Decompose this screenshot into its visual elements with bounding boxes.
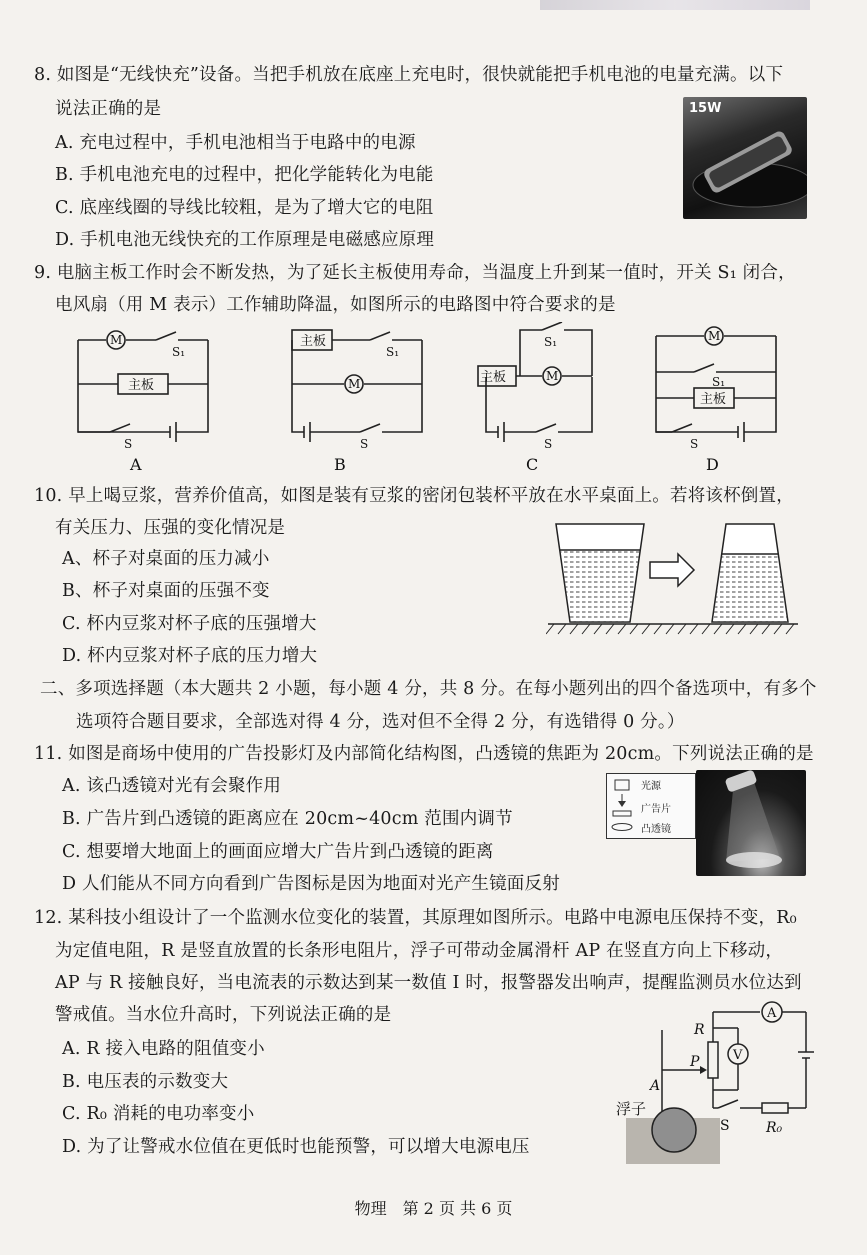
q11-option-a: A. 该凸透镜对光有会聚作用 <box>62 776 282 796</box>
c-s-label: S <box>544 437 553 451</box>
d-motor-label: M <box>708 329 721 343</box>
q12-stem-line4: 警戒值。当水位升高时，下列说法正确的是 <box>55 1005 392 1025</box>
voltmeter-symbol: V <box>733 1048 743 1063</box>
q12-stem-line2: 为定值电阻，R 是竖直放置的长条形电阻片，浮子可带动金属滑杆 AP 在竖直方向上下移动， <box>55 941 784 961</box>
projector-structure-diagram <box>606 773 696 839</box>
fig-r-label: R <box>694 1022 705 1038</box>
q11-option-c: C. 想要增大地面上的画面应增大广告片到凸透镜的距离 <box>62 842 494 862</box>
a-motor-label: M <box>110 333 123 347</box>
b-motor-label: M <box>348 377 361 391</box>
d-s1-label: S₁ <box>712 375 726 389</box>
section2-heading-line2: 选项符合题目要求，全部选对得 4 分，选对但不全得 2 分，有选错得 0 分。） <box>76 712 685 732</box>
b-board-label: 主板 <box>300 334 327 349</box>
circuit-label-d: D <box>706 455 719 474</box>
b-s1-label: S₁ <box>386 345 400 359</box>
projector-beam <box>696 770 806 876</box>
q9-stem-line1: 9. 电脑主板工作时会不断发热，为了延长主板使用寿命，当温度上升到某一值时，开关 S₁ 闭合， <box>34 263 796 283</box>
a-board-label: 主板 <box>128 378 155 393</box>
q10-stem-line2: 有关压力、压强的变化情况是 <box>55 518 286 538</box>
projector-lamp-photo <box>696 770 806 876</box>
a-s1-label: S₁ <box>172 345 186 359</box>
d-board-label: 主板 <box>700 392 727 407</box>
c-board-label: 主板 <box>480 370 507 385</box>
circuit-label-b: B <box>334 455 346 474</box>
q10-option-a: A、杯子对桌面的压力减小 <box>62 549 270 569</box>
charger-power-label: 15W <box>689 101 722 116</box>
circuit-label-a: A <box>130 455 142 474</box>
page-footer: 物理 第 2 页 共 6 页 <box>354 1199 513 1218</box>
fig-s-label: S <box>720 1118 730 1134</box>
legend-ad-film: 广告片 <box>641 804 671 815</box>
q12-stem-line3: AP 与 R 接触良好，当电流表的示数达到某一数值 I 时，报警器发出响声，提醒监测员水位达到 <box>55 973 802 993</box>
q9-circuits <box>60 322 790 482</box>
q8-stem-line1: 8. 如图是“无线快充”设备。当把手机放在底座上充电时，很快就能把手机电池的电量充满。以下 <box>34 65 784 85</box>
fig-p-label: P <box>690 1054 700 1070</box>
a-s-label: S <box>124 437 133 451</box>
q12-stem-line1: 12. 某科技小组设计了一个监测水位变化的装置，其原理如图所示。电路中电源电压保持不变，R₀ <box>34 908 797 928</box>
d-s-label: S <box>690 437 699 451</box>
wireless-charger-photo <box>683 97 807 219</box>
cup-inversion-figure <box>546 520 808 638</box>
q8-option-a: A. 充电过程中，手机电池相当于电路中的电源 <box>55 133 416 153</box>
fig-r0-label: R₀ <box>766 1120 783 1136</box>
q12-option-d: D. 为了让警戒水位值在更低时也能预警，可以增大电源电压 <box>62 1137 530 1157</box>
q11-option-b: B. 广告片到凸透镜的距离应在 20cm~40cm 范围内调节 <box>62 809 513 829</box>
q10-option-b: B、杯子对桌面的压强不变 <box>62 581 270 601</box>
q12-option-c: C. R₀ 消耗的电功率变小 <box>62 1104 255 1124</box>
q10-option-c: C. 杯内豆浆对杯子底的压强增大 <box>62 614 317 634</box>
q12-option-b: B. 电压表的示数变大 <box>62 1072 229 1092</box>
q12-option-a: A. R 接入电路的阻值变小 <box>62 1039 265 1059</box>
q8-stem-line2: 说法正确的是 <box>55 99 162 119</box>
circuit-label-c: C <box>526 455 539 474</box>
q11-option-d: D 人们能从不同方向看到广告图标是因为地面对光产生镜面反射 <box>62 874 560 894</box>
q11-stem: 11. 如图是商场中使用的广告投影灯及内部简化结构图，凸透镜的焦距为 20cm。下列说法正确的是 <box>34 744 814 764</box>
fig-float-label: 浮子 <box>616 1100 647 1118</box>
table-hatch <box>546 624 794 634</box>
q8-option-b: B. 手机电池充电的过程中，把化学能转化为电能 <box>55 165 434 185</box>
q10-option-d: D. 杯内豆浆对杯子底的压力增大 <box>62 646 318 666</box>
c-motor-label: M <box>546 369 559 383</box>
ammeter-symbol: A <box>767 1006 777 1021</box>
legend-light-source: 光源 <box>641 781 661 792</box>
b-s-label: S <box>360 437 369 451</box>
legend-lens: 凸透镜 <box>641 824 671 835</box>
scan-edge-artifact <box>540 0 810 10</box>
c-s1-label: S₁ <box>544 335 558 349</box>
water-level-circuit <box>614 1000 820 1168</box>
q8-option-d: D. 手机电池无线快充的工作原理是电磁感应原理 <box>55 230 435 250</box>
section2-heading-line1: 二、多项选择题（本大题共 2 小题，每小题 4 分，共 8 分。在每小题列出的四个备选项中，有多个 <box>40 679 817 699</box>
q10-stem-line1: 10. 早上喝豆浆，营养价值高，如图是装有豆浆的密闭包装杯平放在水平桌面上。若将该杯倒置， <box>34 486 794 506</box>
q8-option-c: C. 底座线圈的导线比较粗，是为了增大它的电阻 <box>55 198 434 218</box>
q9-stem-line2: 电风扇（用 M 表示）工作辅助降温，如图所示的电路图中符合要求的是 <box>55 295 616 315</box>
fig-a-label: A <box>650 1078 661 1094</box>
